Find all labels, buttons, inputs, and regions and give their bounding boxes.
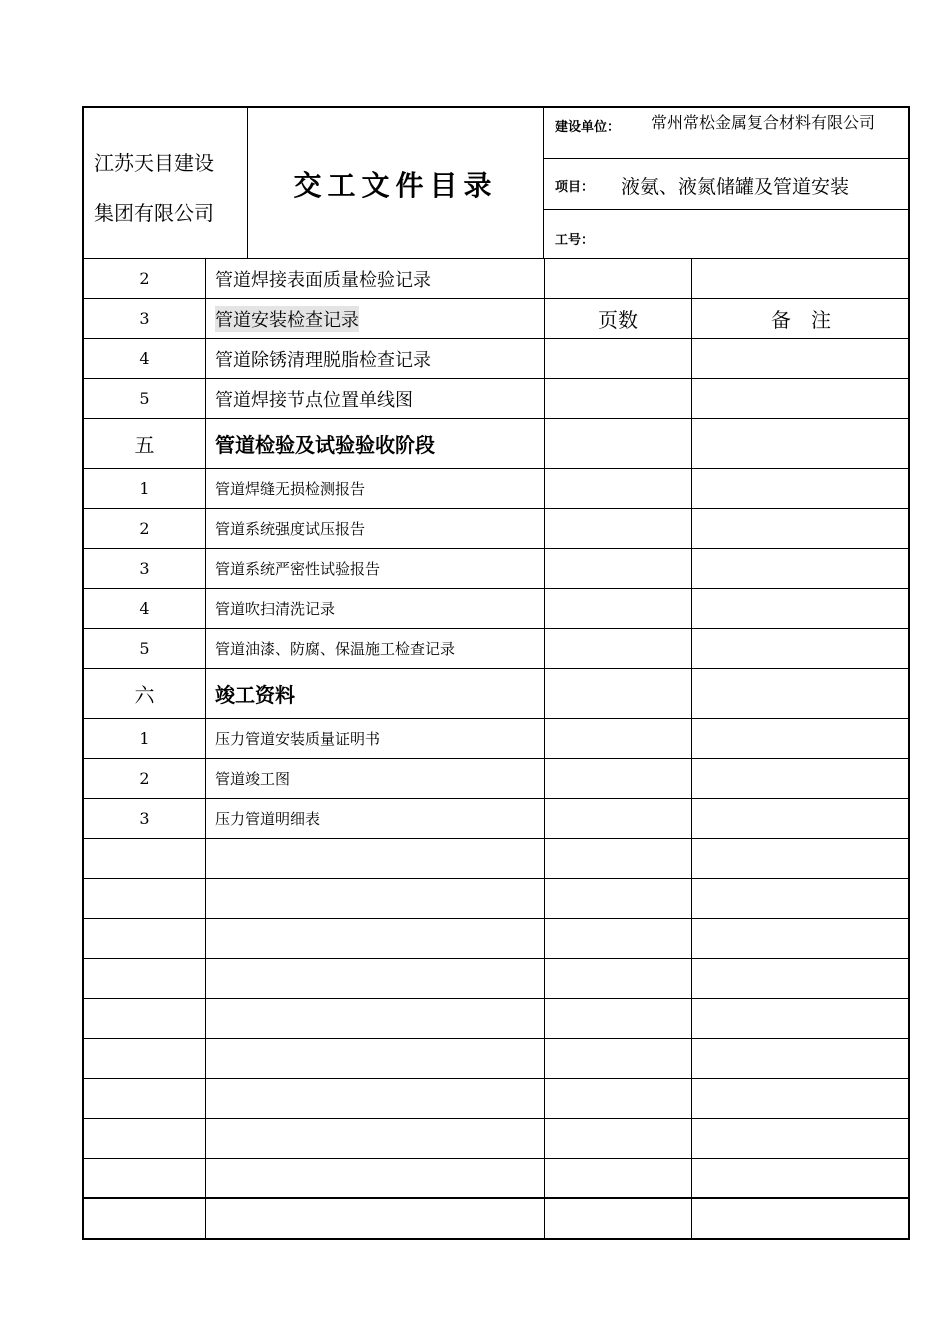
company-name — [84, 108, 248, 259]
empty-cell — [206, 959, 545, 998]
empty-cell — [206, 1119, 545, 1158]
table-row — [84, 469, 910, 509]
document-header — [82, 106, 910, 259]
empty-cell — [692, 999, 910, 1038]
empty-cell — [545, 959, 692, 998]
pages-cell — [545, 509, 692, 548]
empty-cell — [84, 1119, 206, 1158]
row-number: 1 — [84, 469, 206, 508]
remarks-cell — [692, 509, 910, 548]
table-row — [84, 799, 910, 839]
empty-cell — [206, 1039, 545, 1078]
empty-cell — [84, 1159, 206, 1197]
row-title: 管道油漆、防腐、保温施工检查记录 — [206, 629, 545, 668]
row-title: 管道竣工图 — [206, 759, 545, 798]
section-row — [84, 669, 910, 719]
empty-row — [84, 999, 910, 1039]
project-label: 项目： — [555, 180, 595, 195]
empty-cell — [84, 1199, 206, 1238]
pages-cell — [545, 759, 692, 798]
pages-cell — [545, 669, 692, 718]
pages-cell — [545, 589, 692, 628]
row-number: 2 — [84, 509, 206, 548]
project-row — [544, 159, 910, 210]
empty-cell — [84, 879, 206, 918]
empty-cell — [545, 1039, 692, 1078]
client-value: 常州常松金属复合材料有限公司 — [651, 113, 876, 132]
empty-cell — [84, 999, 206, 1038]
pages-cell — [545, 259, 692, 298]
row-title: 压力管道明细表 — [206, 799, 545, 838]
table-row — [84, 379, 910, 419]
remarks-cell — [692, 629, 910, 668]
empty-cell — [692, 1159, 910, 1197]
section-title: 管道检验及试验验收阶段 — [206, 419, 545, 468]
empty-cell — [692, 1199, 910, 1238]
empty-cell — [84, 1039, 206, 1078]
row-number: 3 — [84, 549, 206, 588]
empty-cell — [545, 999, 692, 1038]
pages-cell — [545, 469, 692, 508]
empty-cell — [692, 839, 910, 878]
remarks-cell — [692, 589, 910, 628]
table-row — [84, 509, 910, 549]
empty-cell — [84, 959, 206, 998]
client-row — [544, 108, 910, 159]
section-title: 竣工资料 — [206, 669, 545, 718]
job-number-label: 工号： — [555, 233, 595, 248]
section-number: 六 — [84, 669, 206, 718]
empty-row — [84, 879, 910, 919]
empty-cell — [206, 879, 545, 918]
table-row — [84, 589, 910, 629]
row-title-cell — [206, 299, 545, 338]
section-row — [84, 419, 910, 469]
table-row — [84, 259, 910, 299]
empty-row — [84, 959, 910, 999]
remarks-cell — [692, 759, 910, 798]
project-value: 液氨、液氮储罐及管道安装 — [621, 176, 850, 198]
empty-cell — [545, 839, 692, 878]
row-title: 管道系统严密性试验报告 — [206, 549, 545, 588]
empty-cell — [545, 919, 692, 958]
empty-row — [84, 919, 910, 959]
remarks-cell — [692, 469, 910, 508]
pages-column-header: 页数 — [545, 299, 692, 338]
row-title: 压力管道安装质量证明书 — [206, 719, 545, 758]
table-row — [84, 629, 910, 669]
row-title: 管道吹扫清洗记录 — [206, 589, 545, 628]
empty-cell — [84, 1079, 206, 1118]
empty-cell — [545, 1119, 692, 1158]
client-label: 建设单位： — [555, 120, 621, 135]
company-name-line1: 江苏天目建设 — [94, 151, 214, 175]
empty-cell — [692, 1039, 910, 1078]
empty-cell — [206, 839, 545, 878]
table-row — [84, 549, 910, 589]
pages-cell — [545, 549, 692, 588]
pages-cell — [545, 629, 692, 668]
row-number: 2 — [84, 259, 206, 298]
empty-cell — [206, 1079, 545, 1118]
empty-cell — [545, 1079, 692, 1118]
row-number: 1 — [84, 719, 206, 758]
row-number: 5 — [84, 379, 206, 418]
empty-row — [84, 1199, 910, 1238]
pages-cell — [545, 379, 692, 418]
empty-cell — [545, 879, 692, 918]
document-title: 交工文件目录 — [248, 108, 544, 259]
empty-cell — [692, 1079, 910, 1118]
empty-row — [84, 1039, 910, 1079]
empty-row — [84, 1119, 910, 1159]
empty-cell — [206, 999, 545, 1038]
remarks-cell — [692, 419, 910, 468]
empty-cell — [545, 1199, 692, 1238]
row-title: 管道焊接表面质量检验记录 — [206, 259, 545, 298]
table-row — [84, 719, 910, 759]
row-number: 2 — [84, 759, 206, 798]
row-title: 管道焊接节点位置单线图 — [206, 379, 545, 418]
row-title: 管道安装检查记录 — [215, 306, 359, 332]
remarks-cell — [692, 669, 910, 718]
pages-cell — [545, 419, 692, 468]
row-number: 3 — [84, 799, 206, 838]
job-number-row — [544, 210, 910, 259]
empty-cell — [692, 879, 910, 918]
remarks-cell — [692, 799, 910, 838]
empty-cell — [692, 1119, 910, 1158]
remarks-cell — [692, 259, 910, 298]
project-info — [544, 108, 910, 259]
row-title: 管道系统强度试压报告 — [206, 509, 545, 548]
pages-cell — [545, 719, 692, 758]
remarks-cell — [692, 549, 910, 588]
row-number: 4 — [84, 339, 206, 378]
empty-row — [84, 839, 910, 879]
row-title: 管道焊缝无损检测报告 — [206, 469, 545, 508]
pages-cell — [545, 339, 692, 378]
remarks-cell — [692, 719, 910, 758]
row-title: 管道除锈清理脱脂检查记录 — [206, 339, 545, 378]
empty-cell — [206, 1159, 545, 1197]
empty-cell — [84, 839, 206, 878]
row-number: 5 — [84, 629, 206, 668]
pages-cell — [545, 799, 692, 838]
empty-cell — [84, 919, 206, 958]
empty-cell — [206, 1199, 545, 1238]
empty-cell — [206, 919, 545, 958]
section-number: 五 — [84, 419, 206, 468]
table-row — [84, 339, 910, 379]
empty-cell — [545, 1159, 692, 1197]
empty-row — [84, 1079, 910, 1119]
empty-row — [84, 1159, 910, 1199]
remarks-cell — [692, 379, 910, 418]
empty-cell — [692, 959, 910, 998]
remarks-cell — [692, 339, 910, 378]
index-table — [82, 259, 910, 1240]
row-number: 3 — [84, 299, 206, 338]
remarks-column-header: 备 注 — [771, 308, 831, 332]
row-number: 4 — [84, 589, 206, 628]
company-name-line2: 集团有限公司 — [94, 201, 214, 225]
table-row — [84, 759, 910, 799]
empty-cell — [692, 919, 910, 958]
table-row — [84, 299, 910, 339]
